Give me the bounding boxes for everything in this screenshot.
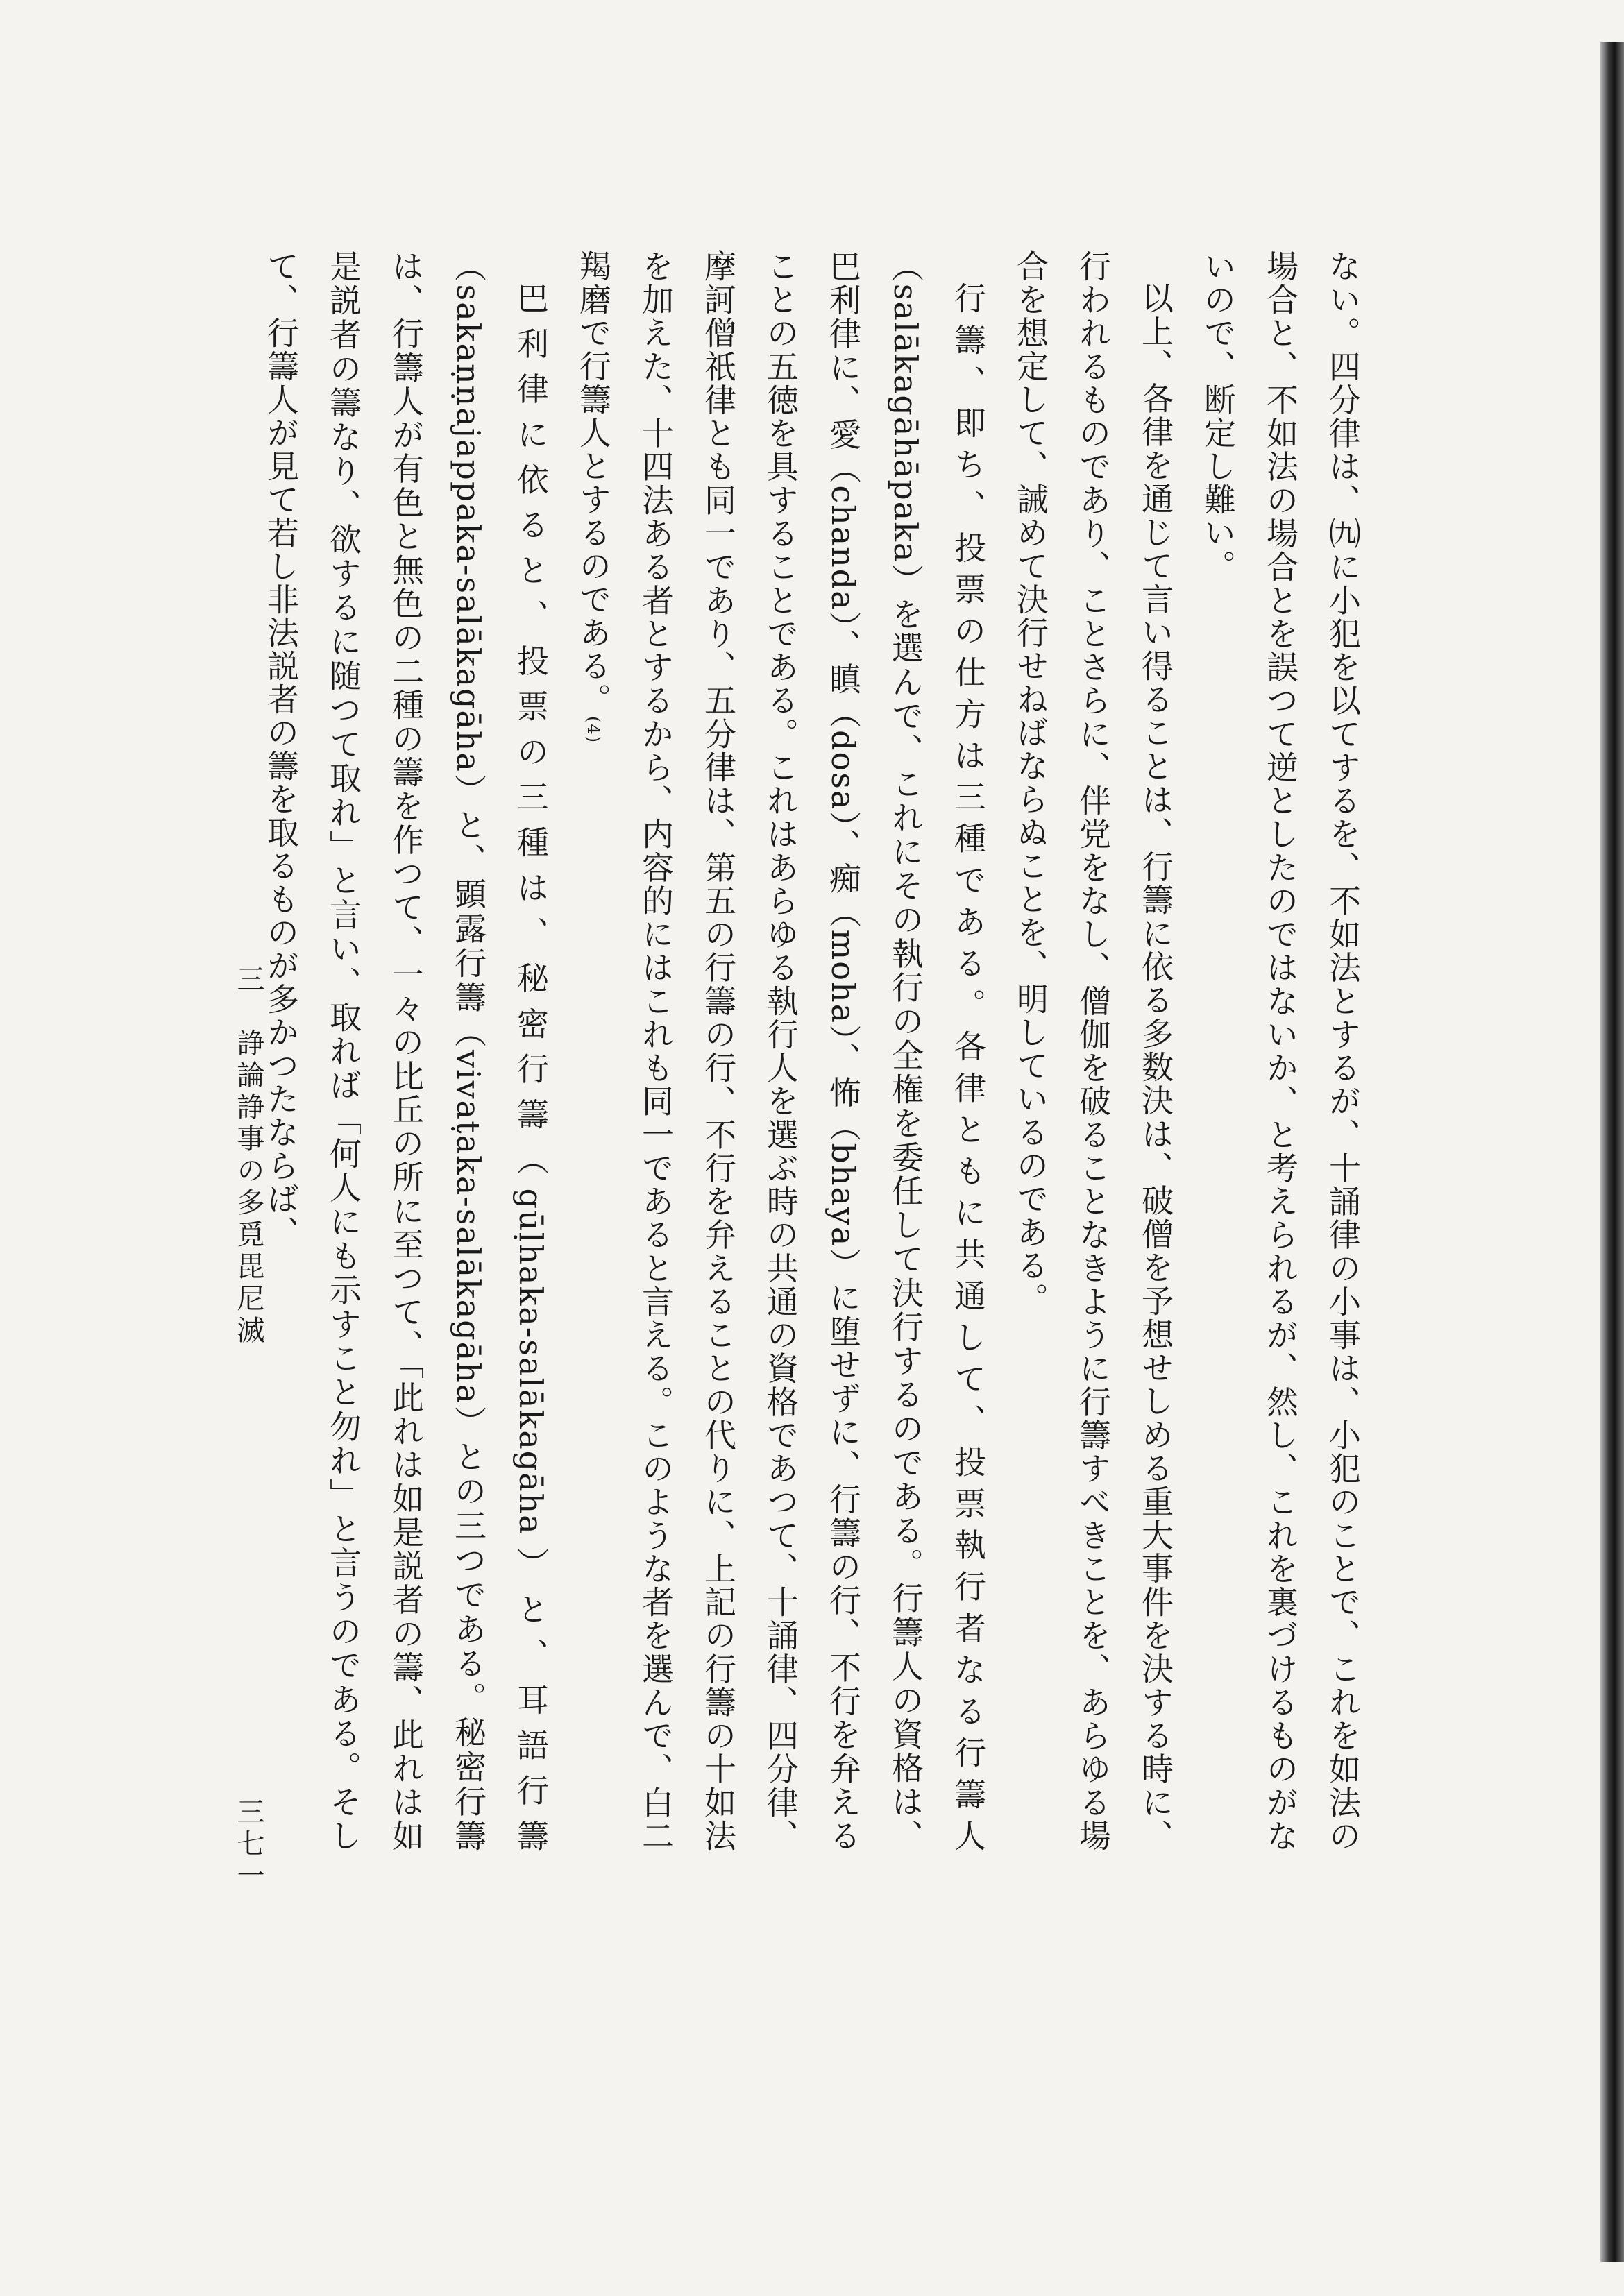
paragraph-3 <box>562 250 999 1853</box>
paragraph-1: ない。四分律は、㈨に小犯を以てするを、不如法とするが、十誦律の小事は、小犯のことで、これを如法の場合と、不如法の場合とを誤つて逆としたのではないか、と考えられるが、然し、これを裏づけるものがないので、断定し難い。 <box>1199 250 1362 1853</box>
page-edge-shadow <box>1600 42 1624 2262</box>
running-head: 三 諍論諍事の多覓毘尼滅 <box>232 964 264 1347</box>
paragraph-2: 以上、各律を通じて言い得ることは、行籌に依る多数決は、破僧を予想せしめる重大事件を決する時に、行われるものであり、ことさらに、伴党をなし、僧伽を破ることなきように行籌すべきことを、あらゆる場合を想定して、誡めて決行せねばならぬことを、明しているのである。 <box>1012 250 1174 1853</box>
page-number: 三七一 <box>232 1797 264 1893</box>
footnote-reference[interactable]: (4) <box>584 716 603 744</box>
paragraph-3-text: 行籌、即ち、投票の仕方は三種である。各律ともに共通して、投票執行者なる行籌人（salākagāhāpaka）を選んで、これにその執行の全権を委任して決行するのである。行籌人の資格は、巴利律に、愛（chanda）、瞋（dosa）、痴（moha）、怖（bhaya）に堕せずに、行籌の行、不行を弁えることの五徳を具することである。これはあらゆる執行人を選ぶ時の共通の資格であつて、十誦律、四分律、摩訶僧祇律とも同一であり、五分律は、第五の行籌の行、不行を弁えることの代りに、上記の行籌の十如法を加えた、十四法ある者とするから、内容的にはこれも同一であると言える。このような者を選んで、白二羯磨で行籌人とするのである。 <box>575 250 987 1853</box>
main-text-block <box>236 250 1374 1853</box>
paragraph-4: 巴利律に依ると、投票の三種は、秘密行籌（gūḷhaka-salākagāha）と、耳語行籌（sakaṇṇajappaka-salākagāha）と、顕露行籌（vivaṭaka-salākagāha）との三つである。秘密行籌は、行籌人が有色と無色の二種の籌を作つて、一々の比丘の所に至つて、「此れは如是説者の籌、此れは如是説者の籌なり、欲するに随つて取れ」と言い、取れば「何人にも示すこと勿れ」と言うのである。そして、行籌人が見て若し非法説者の籌を取るものが多かつたならば、 <box>262 250 550 1853</box>
